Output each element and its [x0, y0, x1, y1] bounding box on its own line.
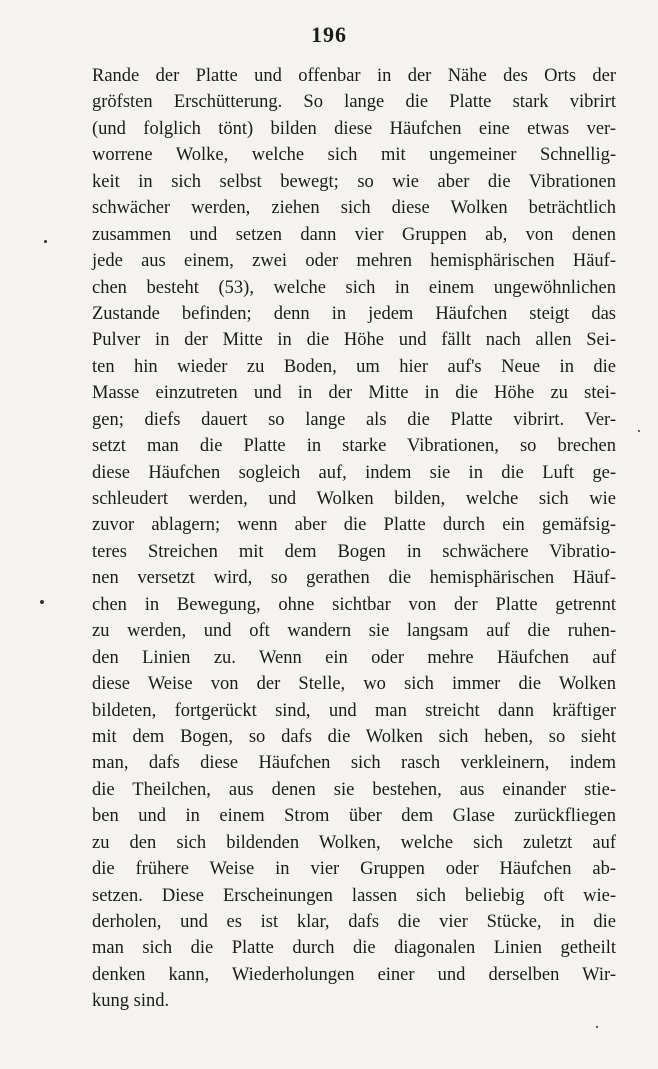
text-line: teres Streichen mit dem Bogen in schwächere Vibratio-: [92, 541, 616, 562]
text-line: die Theilchen, aus denen sie bestehen, aus einander stie-: [92, 779, 616, 800]
text-line: gröfsten Erschütterung. So lange die Platte stark vibrirt: [92, 92, 616, 113]
text-line: nen versetzt wird, so gerathen die hemisphärischen Häuf-: [92, 568, 616, 589]
scan-speck: [596, 1026, 598, 1028]
text-line: ben und in einem Strom über dem Glase zurückfliegen: [92, 806, 616, 827]
text-line: denken kann, Wiederholungen einer und derselben Wir-: [92, 964, 616, 985]
text-line: (und folglich tönt) bilden diese Häufchen eine etwas ver-: [92, 118, 616, 139]
text-line: zuvor ablagern; wenn aber die Platte durch ein gemäfsig-: [92, 515, 616, 536]
text-line: bildeten, fortgerückt sind, und man streicht dann kräftiger: [92, 700, 616, 721]
text-line: derholen, und es ist klar, dafs die vier Stücke, in die: [92, 912, 616, 932]
text-line: schwächer werden, ziehen sich diese Wolken beträchtlich: [92, 198, 616, 219]
text-line: mit dem Bogen, so dafs die Wolken sich heben, so sieht: [92, 726, 616, 747]
text-line: zusammen und setzen dann vier Gruppen ab, von denen: [92, 224, 616, 245]
text-line: keit in sich selbst bewegt; so wie aber die Vibrationen: [92, 171, 616, 192]
text-line: ten hin wieder zu Boden, um hier auf's Neue in die: [92, 356, 616, 377]
text-line: man sich die Platte durch die diagonalen Linien getheilt: [92, 938, 616, 959]
text-line: jede aus einem, zwei oder mehren hemisphärischen Häuf-: [92, 251, 616, 272]
text-line: worrene Wolke, welche sich mit ungemeiner Schnellig-: [92, 145, 616, 166]
text-line: schleudert werden, und Wolken bilden, welche sich wie: [92, 489, 616, 509]
text-line: diese Häufchen sogleich auf, indem sie in die Luft ge-: [92, 462, 616, 483]
text-line: chen besteht (53), welche sich in einem ungewöhnlichen: [92, 277, 616, 298]
text-line: setzt man die Platte in starke Vibrationen, so brechen: [92, 436, 616, 457]
text-line: diese Weise von der Stelle, wo sich immer die Wolken: [92, 674, 616, 695]
text-line: setzen. Diese Erscheinungen lassen sich beliebig oft wie-: [92, 885, 616, 906]
text-line: Masse einzutreten und in der Mitte in die Höhe zu stei-: [92, 383, 616, 404]
text-line: zu werden, und oft wandern sie langsam auf die ruhen-: [92, 621, 616, 642]
text-line: zu den sich bildenden Wolken, welche sich zuletzt auf: [92, 832, 616, 853]
text-line: gen; diefs dauert so lange als die Platte vibrirt. Ver-: [92, 409, 616, 430]
scan-speck: [44, 240, 47, 243]
text-line: kung sind.: [92, 991, 170, 1012]
text-line: man, dafs diese Häufchen sich rasch verkleinern, indem: [92, 753, 616, 774]
text-line: den Linien zu. Wenn ein oder mehre Häufchen auf: [92, 647, 616, 668]
text-line: Rande der Platte und offenbar in der Nähe des Orts der: [92, 66, 616, 86]
scan-speck: [40, 600, 44, 604]
body-text: [92, 63, 616, 1015]
text-line: Zustande befinden; denn in jedem Häufchen steigt das: [92, 303, 616, 324]
text-line: chen in Bewegung, ohne sichtbar von der Platte getrennt: [92, 594, 616, 615]
text-line: die frühere Weise in vier Gruppen oder Häufchen ab-: [92, 859, 616, 880]
page-number: 196: [311, 22, 347, 47]
text-line: Pulver in der Mitte in die Höhe und fällt nach allen Sei-: [92, 330, 616, 351]
scan-speck: [638, 430, 640, 432]
